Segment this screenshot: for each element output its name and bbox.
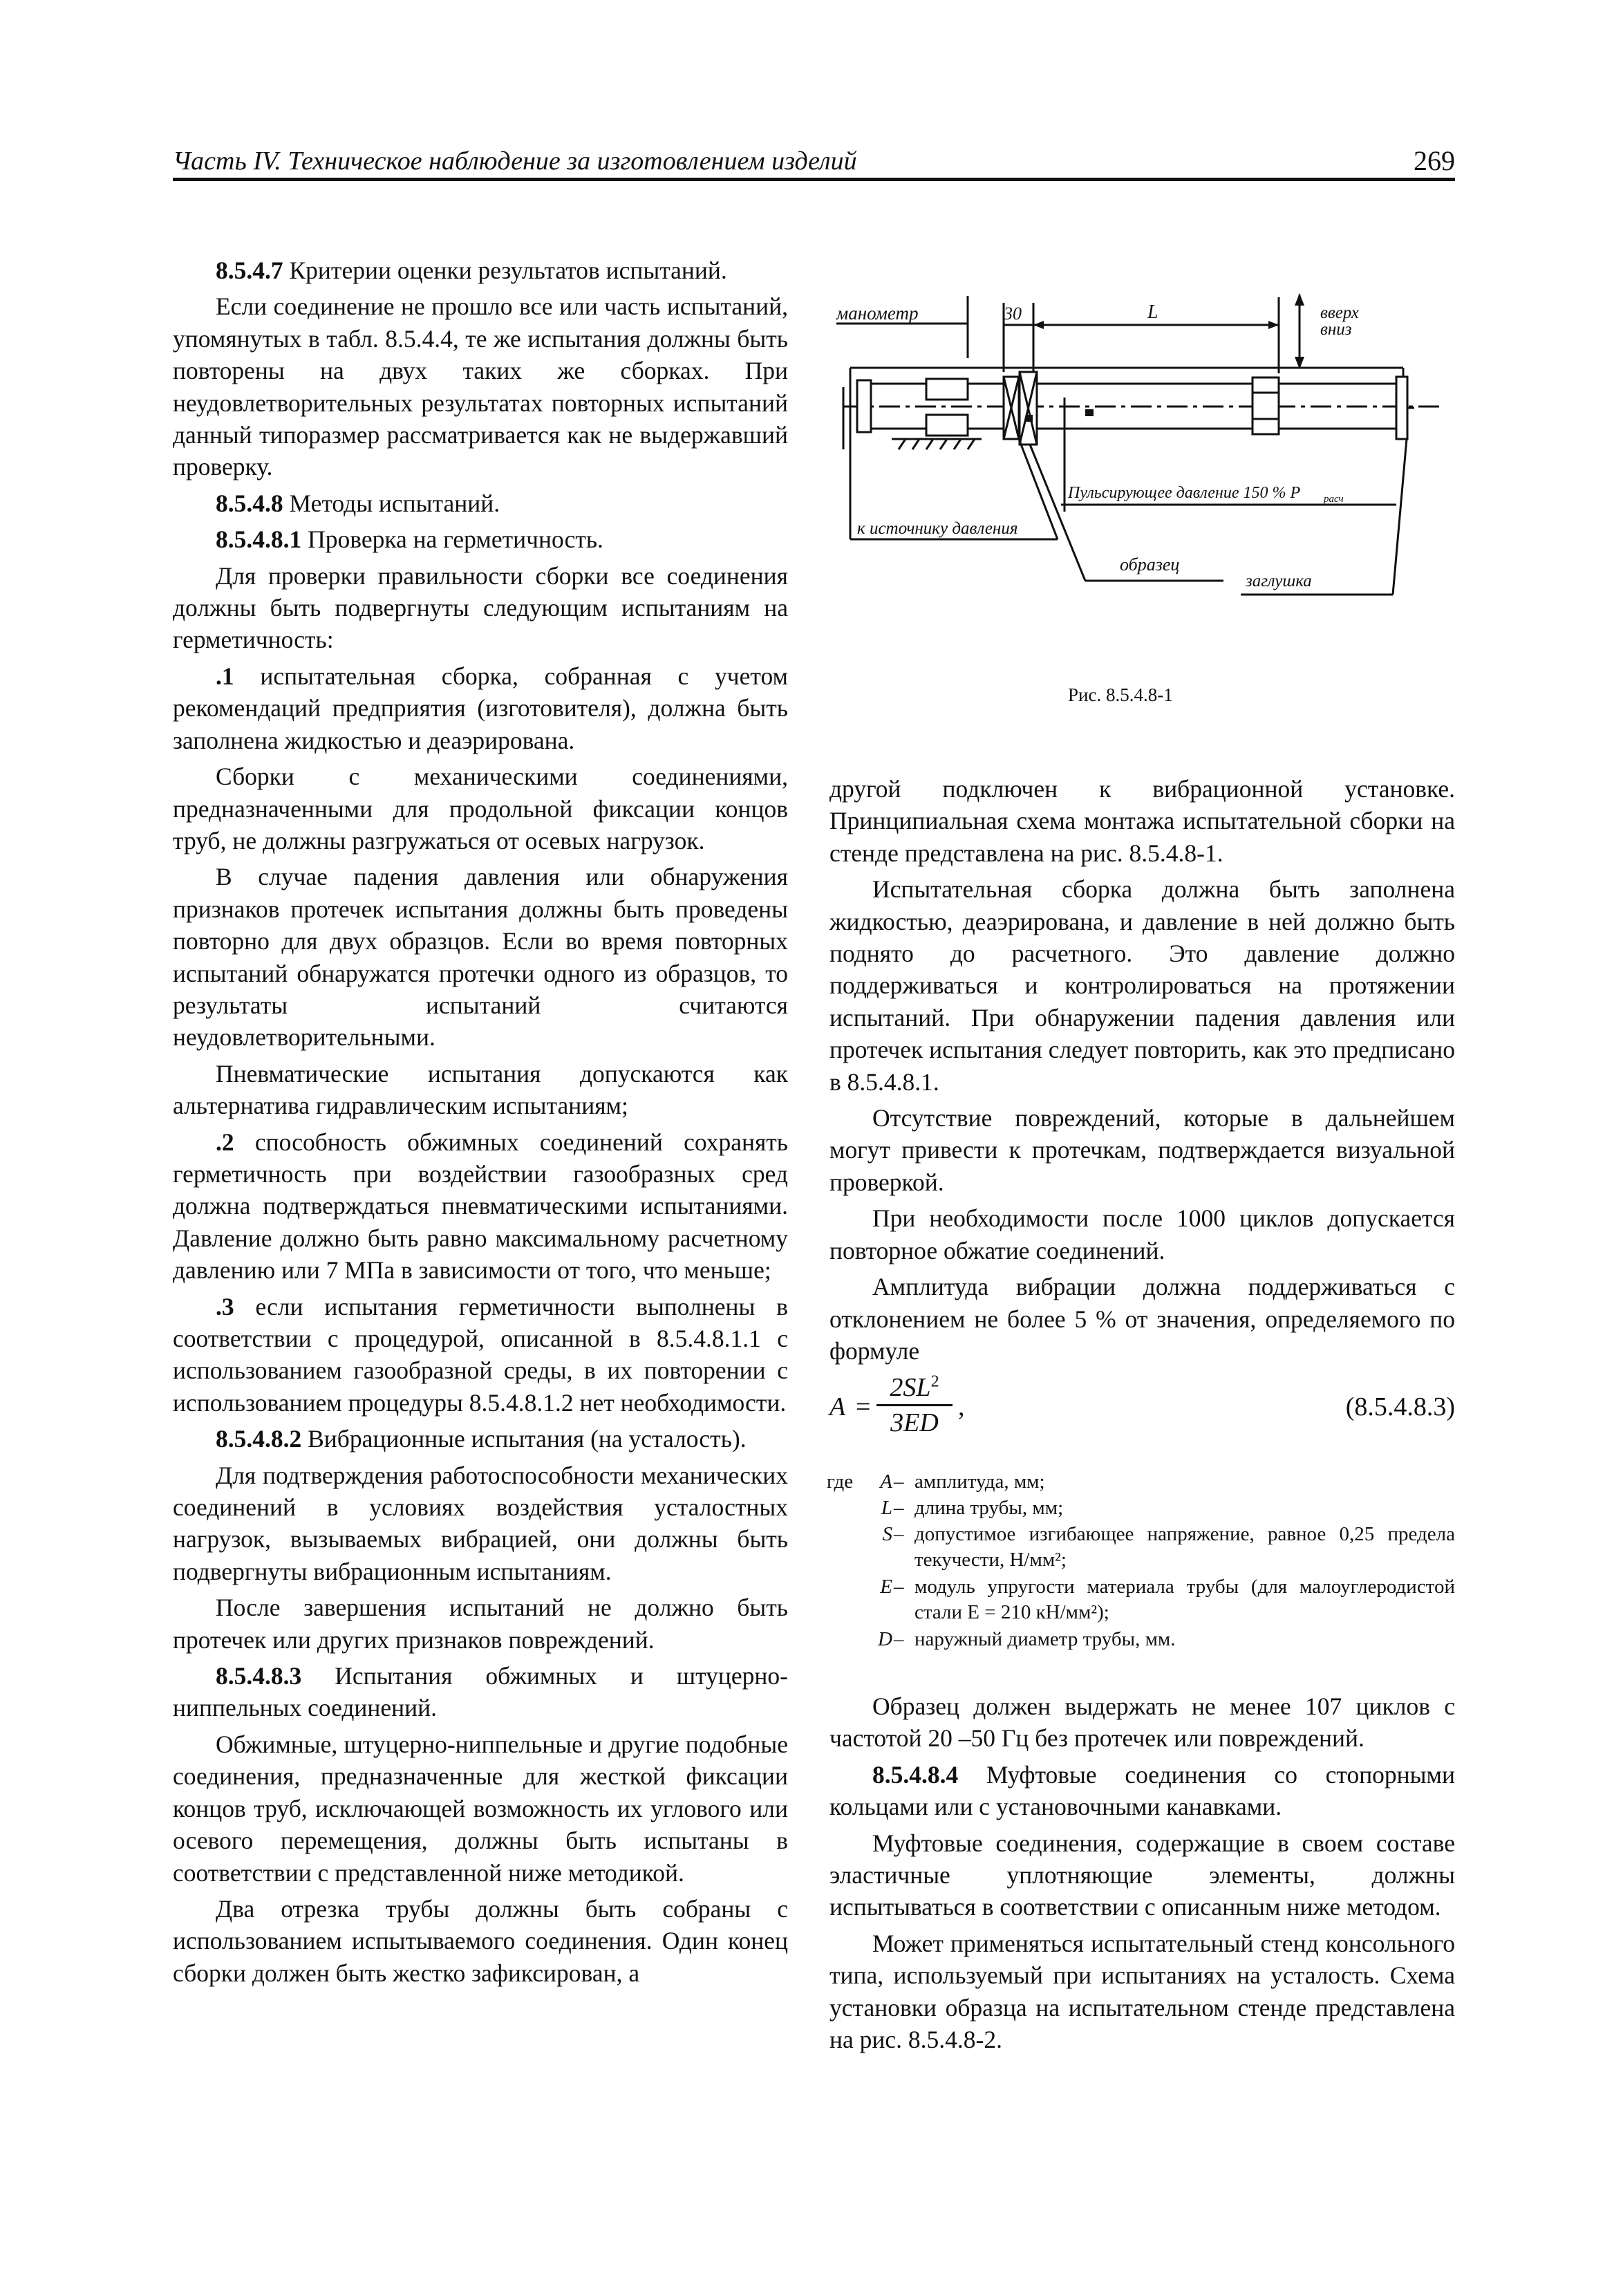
test-rig-diagram [823, 290, 1472, 691]
paragraph [829, 1202, 1455, 1267]
paragraph-text: Методы испытаний. [283, 489, 500, 517]
legend-symbol: S [882, 1523, 892, 1545]
paragraph-text: Проверка на герметичность. [301, 525, 603, 554]
header-title: Часть IV. Техническое наблюдение за изготовлением изделий [173, 147, 857, 176]
paragraph-text: Обжимные, штуцерно-ниппельные и другие подобные соединения, предназначенные для жесткой фиксации концов труб, исключающей возможность их углового или осевого перемещения, должны быть испытаны в соответствии с представленной ниже методикой. [173, 1730, 788, 1887]
paragraph [173, 523, 788, 555]
paragraph-text: Образец должен выдержать не менее 107 циклов с частотой 20 –50 Гц без протечек или повреждений. [829, 1692, 1455, 1753]
test-rig-figure [823, 290, 1472, 691]
legend-symbol: D [878, 1628, 892, 1650]
formula-equals: = [856, 1392, 871, 1421]
paragraph [173, 290, 788, 483]
legend-text: допустимое изгибающее напряжение, равное 0,25 предела текучести, Н/мм²; [914, 1523, 1455, 1571]
paragraph [173, 760, 788, 857]
formula-number: (8.5.4.8.3) [1345, 1392, 1455, 1421]
paragraph-text: После завершения испытаний не должно быть протечек или других признаков повреждений. [173, 1594, 788, 1654]
paragraph-text: Критерии оценки результатов испытаний. [283, 256, 727, 284]
paragraph [173, 1592, 788, 1656]
dim-L-label: L [1147, 301, 1158, 323]
paragraph [173, 1058, 788, 1122]
section-number: .1 [216, 662, 234, 690]
paragraph [173, 1728, 788, 1889]
paragraph-text: Пневматические испытания допускаются как альтернатива гидравлическим испытаниям; [173, 1059, 788, 1120]
paragraph [173, 1423, 788, 1455]
pulsating-sub-label: расч [1324, 494, 1344, 505]
paragraph-text: Испытательная сборка должна быть заполнена жидкостью, деаэрирована, и давление в ней должно быть поднято до расчетного. Это давление должно поддерживаться и контролироваться на протяжении испытаний. При обнаружении падения давления или протечек испытания следует повторить, как это предписано в 8.5.4.8.1. [829, 875, 1455, 1096]
amplitude-formula [829, 1372, 1455, 1448]
paragraph-text: Два отрезка трубы должны быть собраны с использованием испытываемого соединения. Один конец сборки должен быть жестко зафиксирован, а [173, 1894, 788, 1987]
paragraph-text: Может применяться испытательный стенд консольного типа, используемый при испытаниях на усталость. Схема установки образца на испытательном стенде представлена на рис. 8.5.4.8-2. [829, 1929, 1455, 2054]
paragraph-text: способность обжимных соединений сохранять герметичность при воздействии газообразных сред должна подтверждаться пневматическими испытаниями. Давление должно быть равно максимальному расчетному давлению или 7 МПа в зависимости от того, что меньше; [173, 1128, 788, 1285]
plug-label: заглушка [1246, 572, 1312, 590]
paragraph [173, 254, 788, 286]
paragraph-text: если испытания герметичности выполнены в соответствии с процедурой, описанной в 8.5.4.8.1.1 с использованием газообразной среды, в их повторении с использованием процедуры 8.5.4.8.1.2 нет необходимости. [173, 1292, 788, 1417]
figure-caption: Рис. 8.5.4.8-1 [1068, 684, 1173, 705]
section-number: 8.5.4.8.4 [872, 1760, 959, 1789]
paragraph [173, 1126, 788, 1287]
section-number: 8.5.4.8.3 [216, 1662, 302, 1690]
right-text-column-upper [829, 773, 1455, 1371]
paragraph-text: Сборки с механическими соединениями, предназначенными для продольной фиксации концов труб, не должны разгружаться от осевых нагрузок. [173, 763, 788, 855]
paragraph-text: Если соединение не прошло все или часть испытаний, упомянутых в табл. 8.5.4.4, те же испытания должны быть повторены на двух таких же сборках. При неудовлетворительных результатах повторных испытаний данный типоразмер рассматривается как не выдержавший проверку. [173, 292, 788, 481]
source-label: к источнику давления [857, 519, 1018, 538]
paragraph [173, 1660, 788, 1724]
legend-symbol: A [880, 1471, 892, 1493]
section-number: 8.5.4.7 [216, 256, 283, 284]
paragraph [829, 1827, 1455, 1923]
legend-symbol: L [881, 1497, 892, 1519]
paragraph-text: Вибрационные испытания (на усталость). [301, 1425, 747, 1453]
running-header [173, 142, 1455, 181]
dim-30-label: 30 [1004, 304, 1022, 324]
formula-numerator: $2SL^2$ [876, 1372, 953, 1406]
paragraph-text: Испытания обжимных и штуцерно-ниппельных соединений. [173, 1662, 788, 1722]
paragraph-text: При необходимости после 1000 циклов допускается повторное обжатие соединений. [829, 1204, 1455, 1264]
paragraph [173, 487, 788, 519]
paragraph-text: Для подтверждения работоспособности механических соединений в условиях воздействия усталостных нагрузок, вызываемых вибрацией, они должны быть подвергнуты вибрационным испытаниям. [173, 1461, 788, 1585]
down-label: вниз [1320, 320, 1352, 339]
section-number: 8.5.4.8.1 [216, 525, 302, 554]
paragraph [173, 560, 788, 656]
legend-dash: – [894, 1497, 904, 1519]
formula-lhs: A [829, 1392, 846, 1421]
paragraph-text: Муфтовые соединения, содержащие в своем составе эластичные уплотняющие элементы, должны испытываться в соответствии с описанным ниже методом. [829, 1829, 1455, 1921]
paragraph-text: другой подключен к вибрационной установке. Принципиальная схема монтажа испытательной сборки на стенде представлена на рис. 8.5.4.8-1. [829, 775, 1455, 867]
paragraph-text: Муфтовые соединения со стопорными кольцами или с установочными канавками. [829, 1760, 1455, 1821]
legend-dash: – [894, 1523, 904, 1545]
legend-dash: – [894, 1628, 904, 1650]
paragraph [829, 873, 1455, 1098]
formula-comma: , [958, 1392, 965, 1421]
paragraph [829, 1928, 1455, 2056]
paragraph-text: Для проверки правильности сборки все соединения должны быть подвергнуты следующим испытаниям на герметичность: [173, 561, 788, 654]
paragraph [829, 1690, 1455, 1755]
paragraph [829, 1271, 1455, 1367]
formula-fraction [876, 1372, 953, 1438]
sample-label: образец [1120, 554, 1180, 575]
legend-text: амплитуда, мм; [914, 1471, 1045, 1493]
section-number: 8.5.4.8.2 [216, 1425, 302, 1453]
section-number: 8.5.4.8 [216, 489, 283, 517]
paragraph [829, 1759, 1455, 1823]
legend-symbol: E [880, 1576, 892, 1598]
paragraph [829, 1102, 1455, 1198]
legend-dash: – [894, 1576, 904, 1598]
legend-text: наружный диаметр трубы, мм. [914, 1628, 1176, 1650]
right-text-column-lower [829, 1690, 1455, 2060]
legend-dash: – [894, 1471, 904, 1493]
legend-text: длина трубы, мм; [914, 1497, 1064, 1519]
section-number: .3 [216, 1292, 234, 1320]
paragraph-text: Отсутствие повреждений, которые в дальнейшем могут привести к протечкам, подтверждается визуальной проверкой. [829, 1104, 1455, 1196]
paragraph [173, 1459, 788, 1588]
legend-text: модуль упругости материала трубы (для малоуглеродистой стали E = 210 кН/мм²); [914, 1576, 1455, 1623]
paragraph [173, 1291, 788, 1419]
paragraph-text: Амплитуда вибрации должна поддерживаться с отклонением не более 5 % от значения, определяемого по формуле [829, 1273, 1455, 1365]
manometer-label: манометр [836, 303, 919, 324]
paragraph [173, 861, 788, 1053]
paragraph [173, 660, 788, 756]
paragraph [173, 1893, 788, 1989]
paragraph-text: В случае падения давления или обнаружения признаков протечек испытания должны быть проведены повторно для двух образцов. Если во время повторных испытаний обнаружатся протечки одного из образцов, то результаты испытаний считаются неудовлетворительными. [173, 863, 788, 1052]
paragraph-text: испытательная сборка, собранная с учетом рекомендаций предприятия (изготовителя), должна быть заполнена жидкостью и деаэрирована. [173, 662, 788, 754]
paragraph [829, 773, 1455, 869]
formula-denominator: 3ED [890, 1408, 939, 1437]
section-number: .2 [216, 1128, 234, 1156]
legend-where: где [827, 1471, 854, 1493]
up-label: вверх [1320, 304, 1359, 322]
page-number: 269 [1414, 145, 1455, 176]
pulsating-label: Пульсирующее давление 150 % P [1068, 484, 1301, 502]
left-text-column [173, 254, 788, 1993]
